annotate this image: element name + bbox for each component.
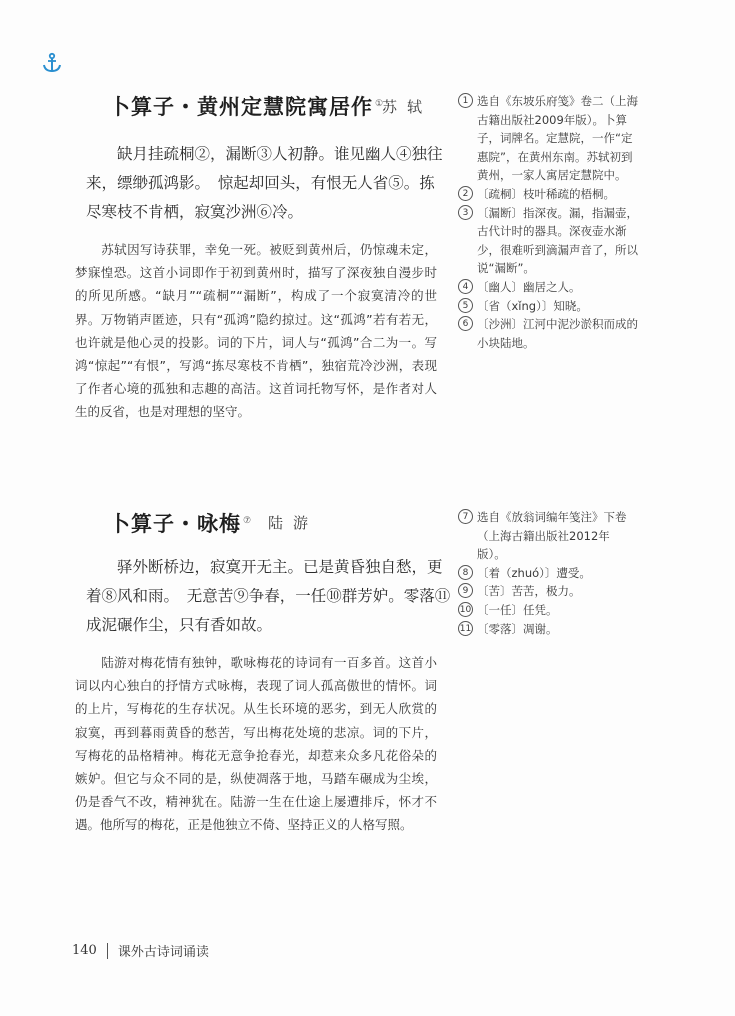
footnote [458, 278, 638, 297]
footnote-number: 6 [458, 316, 473, 331]
footnote-text: 〔省（xǐng）〕知晓。 [477, 298, 588, 313]
commentary-1 [75, 238, 437, 424]
footnote-text: 〔幽人〕幽居之人。 [477, 279, 581, 294]
poem-line: 成泥碾作尘，只有香如故。 [86, 616, 273, 634]
poem-body-2 [86, 553, 450, 640]
poem-line: 尽寒枝不肯栖，寂寞沙洲⑥冷。 [86, 203, 304, 221]
footnote [458, 508, 638, 564]
footnote [458, 620, 638, 639]
footnote-number: 5 [458, 298, 473, 313]
poem-author-2: 陆游 [268, 514, 319, 532]
commentary-paragraph: 陆游对梅花情有独钟，歌咏梅花的诗词有一百多首。这首小词以内心独白的抒情方式咏梅，表现了词人孤高傲世的情怀。词的上片，写梅花的生存状况。从生长环境的恶劣，到无人欣赏的寂寞，再到暮雨黄昏的愁苦，写出梅花处境的悲凉。词的下片，写梅花的品格精神。梅花无意争抢春光，却惹来众多凡花俗朵的嫉妒。但它与众不同的是，纵使凋落于地，马踏车碾成为尘埃，仍是香气不改，精神犹在。陆游一生在仕途上屡遭排斥，怀才不遇。他所写的梅花，正是他独立不倚、坚持正义的人格写照。 [75, 655, 437, 833]
footnote [458, 564, 638, 583]
footnote-number: 11 [458, 621, 473, 636]
poem-title-1 [109, 91, 384, 121]
poem-title-1-text: 卜算子・黄州定慧院寓居作 [109, 94, 373, 119]
footnote-text: 〔零落〕凋谢。 [477, 621, 558, 636]
poem-body-1 [86, 140, 443, 227]
footnote-text: 〔着（zhuó）〕遭受。 [477, 565, 591, 580]
page-number: 140 [72, 943, 97, 958]
notes-2 [458, 508, 638, 638]
footer-divider [107, 943, 108, 959]
title-note-marker-2: ⑦ [243, 516, 253, 526]
poem-author-1: 苏轼 [382, 98, 433, 116]
footnote-text: 〔一任〕任凭。 [477, 602, 558, 617]
footnote-number: 3 [458, 205, 473, 220]
commentary-2 [75, 651, 437, 837]
footnote [458, 297, 638, 316]
poem-line: 驿外断桥边，寂寞开无主。已是黄昏独自愁，更 [117, 558, 443, 576]
footnote-text: 选自《放翁词编年笺注》下卷（上海古籍出版社2012年版）。 [477, 510, 627, 562]
footnote [458, 92, 638, 185]
footnote-text: 〔苦〕苦苦，极力。 [477, 584, 581, 599]
poem-line: 来，缥缈孤鸿影。 惊起却回头，有恨无人省⑤。拣 [86, 174, 435, 192]
poem-line: 着⑧风和雨。 无意苦⑨争春，一任⑩群芳妒。零落⑪ [86, 587, 451, 605]
footnote-number: 9 [458, 583, 473, 598]
poem-title-2 [109, 508, 252, 538]
footnote-text: 〔沙洲〕江河中泥沙淤积而成的小块陆地。 [477, 317, 638, 350]
footnote-text: 选自《东坡乐府笺》卷二（上海古籍出版社2009年版）。卜算子，词牌名。定慧院，一作“定惠院”，在黄州东南。苏轼初到黄州，一家人寓居定慧院中。 [477, 94, 638, 183]
footnote-number: 4 [458, 279, 473, 294]
footnote-number: 2 [458, 186, 473, 201]
anchor-icon [41, 52, 63, 74]
commentary-paragraph: 苏轼因写诗获罪，幸免一死。被贬到黄州后，仍惊魂未定，梦寐惶恐。这首小词即作于初到黄州时，描写了深夜独自漫步时的所见所感。“缺月”“疏桐”“漏断”，构成了一个寂寞清冷的世界。万物销声匿迹，只有“孤鸿”隐约掠过。这“孤鸿”若有若无，也许就是他心灵的投影。词的下片，词人与“孤鸿”合二为一。写鸿“惊起”“有恨”，写鸿“拣尽寒枝不肯栖”，独宿荒冷沙洲，表现了作者心境的孤独和志趣的高洁。这首词托物写怀，是作者对人生的反省，也是对理想的坚守。 [75, 242, 437, 420]
notes-1 [458, 92, 638, 352]
footnote [458, 315, 638, 352]
footnote-number: 10 [458, 602, 473, 617]
footnote [458, 601, 638, 620]
poem-title-2-text: 卜算子・咏梅 [109, 511, 241, 536]
footnote-text: 〔疏桐〕枝叶稀疏的梧桐。 [477, 186, 615, 201]
footnote [458, 185, 638, 204]
page-footer [72, 941, 209, 960]
book-title: 课外古诗词诵读 [117, 945, 209, 960]
footnote-number: 1 [458, 93, 473, 108]
poem-line: 缺月挂疏桐②，漏断③人初静。谁见幽人④独往 [117, 145, 443, 163]
footnote-number: 8 [458, 565, 473, 580]
title-note-marker-1: ① [375, 99, 385, 109]
footnote-number: 7 [458, 509, 473, 524]
footnote [458, 204, 638, 278]
footnote [458, 582, 638, 601]
footnote-text: 〔漏断〕指深夜。漏，指漏壶，古代计时的器具。深夜壶水渐少，很难听到滴漏声音了，所以说“漏断”。 [477, 205, 638, 276]
